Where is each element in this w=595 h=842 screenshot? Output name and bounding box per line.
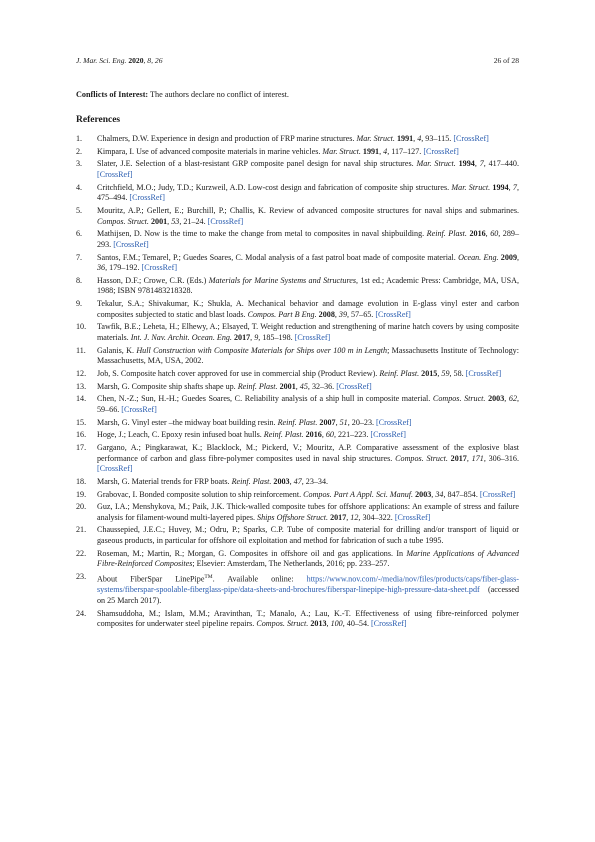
reference-item (76, 183, 519, 204)
crossref-link[interactable]: [CrossRef] (371, 619, 407, 629)
reference-text: Job, S. Composite hatch cover approved for use in commercial ship (Product Review). (97, 368, 380, 378)
url-link[interactable]: https://www.nov.com/-/media/nov/files/products/caps/fiber-glass-systems/fiberspar-spoolable-fiberglass-pipe/data-sheets-and-brochures/fiberspar-linepipe-high-pressure-data-sheet.pdf (97, 574, 519, 595)
reference-item (76, 418, 519, 429)
reference-text: , 289–293. (97, 229, 519, 249)
reference-text: , 93–115. (421, 134, 454, 143)
crossref-link[interactable]: [CrossRef] (97, 464, 133, 474)
reference-item (76, 322, 519, 343)
reference-item (76, 382, 519, 393)
reference-text: , 417–440. (483, 159, 519, 169)
crossref-link[interactable]: [CrossRef] (465, 368, 502, 378)
reference-text: , 1st ed.; Academic Press: Cambridge, MA, USA, 1988; ISBN 9781483218328. (97, 275, 519, 296)
reference-text: 2007 (319, 417, 336, 427)
reference-text: 9 (254, 332, 259, 342)
crossref-link[interactable]: [CrossRef] (97, 169, 133, 179)
reference-text: ; Elsevier: Amsterdam, The Netherlands, 2016; pp. 233–257. (192, 559, 390, 569)
reference-text: , (289, 476, 294, 486)
reference-text: Kimpara, I. Use of advanced composite materials in marine vehicles. (97, 146, 323, 156)
reference-text: Roseman, M.; Martin, R.; Morgan, G. Composites in offshore oil and gas applications. In (97, 548, 407, 558)
reference-text: 34 (435, 489, 444, 499)
reference-text: Chalmers, D.W. Experience in design and production of FRP marine structures. (97, 134, 357, 143)
reference-text: Marine Applications of Advanced Fibre-Reinforced Composites (97, 548, 519, 569)
reference-text: , 59–66. (97, 394, 520, 414)
crossref-link[interactable]: [CrossRef] (423, 146, 459, 156)
reference-text: 2008 (318, 309, 335, 319)
reference-text: Tekalur, S.A.; Shivakumar, K.; Shukla, A. Mechanical behavior and damage evolution in E-glass vinyl ester and carbon composites subjected to static and blast loads. (97, 299, 519, 319)
reference-text: 4 (383, 146, 388, 156)
running-header (76, 56, 519, 68)
reference-item (76, 572, 519, 606)
crossref-link[interactable]: [CrossRef] (113, 239, 149, 249)
reference-text: Reinf. Plast. (231, 476, 272, 486)
coi-text: The authors declare no conflict of interest. (148, 90, 289, 99)
reference-text: 2017 (330, 512, 347, 522)
reference-text: 2015 (421, 368, 438, 378)
reference-text: 2013 (310, 619, 327, 629)
reference-text: Mar. Struct. (416, 159, 456, 169)
reference-text: Marsh, G. Vinyl ester –the midway boat building resin. (97, 417, 278, 427)
reference-text: Compos. Struct. (97, 216, 149, 226)
reference-text: Grabovac, I. Bonded composite solution to ship reinforcement. (97, 489, 304, 499)
reference-text: 59 (441, 368, 450, 378)
reference-item (76, 394, 519, 415)
reference-text: ; Massachusetts Institute of Technology: Massachusetts, MA, USA, 2002. (97, 345, 519, 366)
journal-citation (76, 56, 162, 65)
crossref-link[interactable]: [CrossRef] (141, 263, 178, 273)
reference-text: Chen, N.-Z.; Sun, H.-H.; Guedes Soares, C. Reliability analysis of a ship hull in composite material. (97, 394, 433, 404)
reference-text: About FiberSpar LinePipe (97, 574, 205, 584)
crossref-link[interactable]: [CrossRef] (375, 309, 411, 319)
reference-text: , 23–34. (301, 476, 329, 486)
reference-text: , 847–854. (443, 489, 480, 499)
reference-text: Mar. Struct. (322, 146, 361, 156)
reference-text: 1994 (458, 159, 475, 169)
reference-item (76, 609, 519, 630)
reference-text: Compos. Struct. (432, 394, 486, 404)
reference-number: 1. (76, 134, 83, 143)
reference-text: , 21–24. (179, 216, 208, 226)
reference-text: Hasson, D.F.; Crowe, C.R. (Eds.) (97, 275, 209, 285)
crossref-link[interactable]: [CrossRef] (376, 417, 412, 427)
reference-text: , 117–127. (387, 146, 424, 156)
reference-text: Slater, J.E. Selection of a blast-resistant GRP composite panel design for naval ship structures. (97, 159, 417, 169)
reference-item (76, 346, 519, 367)
reference-text: Chaussepied, J.E.C.; Huvey, M.; Odru, P.; Sparks, C.P. Tube of composite material for drilling and/or transport of liquid or gaseous products, in particular for offshore oil exploitation and method for fabrication of such a tube 1995. (97, 525, 519, 546)
page-number: 26 of 28 (493, 56, 519, 65)
reference-text: . Available online: (212, 574, 307, 584)
reference-item (76, 477, 519, 488)
reference-text: 47 (293, 476, 302, 486)
reference-text: Reinf. Plast. (277, 417, 318, 427)
reference-text: Ocean. Eng. (458, 252, 499, 262)
reference-number: 8. (76, 275, 83, 285)
reference-item (76, 430, 519, 441)
reference-text: Critchfield, M.O.; Judy, T.D.; Kurzweil, A.D. Low-cost design and fabrication of composite ship structures. (97, 182, 452, 192)
reference-text: , 185–198. (258, 332, 295, 342)
reference-text: 2003 (273, 476, 290, 486)
reference-text: , (295, 381, 300, 391)
reference-number: 10. (76, 322, 87, 332)
reference-text: , 475–494. (97, 182, 519, 203)
reference-number: 17. (76, 442, 87, 452)
reference-text: 2003 (488, 394, 505, 404)
reference-text: , (474, 159, 480, 169)
conflicts-of-interest (76, 90, 519, 99)
reference-text: , (485, 229, 491, 239)
reference-text: Mar. Struct. (451, 182, 491, 192)
reference-text: , (516, 252, 520, 262)
reference-number: 21. (76, 525, 87, 535)
reference-text: , (326, 619, 331, 629)
reference-text: Shamsuddoha, M.; Islam, M.M.; Aravinthan, T.; Manalo, A.; Lau, K.-T. Effectiveness of using fibre-reinforced polymer composites for underwater steel pipeline repairs. (97, 608, 519, 629)
crossref-link[interactable]: [CrossRef] (370, 430, 406, 440)
reference-text: , 57–65. (347, 309, 376, 319)
reference-item (76, 443, 519, 475)
crossref-link[interactable]: [CrossRef] (453, 134, 489, 143)
reference-text: Compos. Part A Appl. Sci. Manuf. (303, 489, 414, 499)
reference-number: 9. (76, 299, 83, 309)
reference-number: 5. (76, 205, 83, 215)
reference-text: Guz, I.A.; Menshykova, M.; Paik, J.K. Thick-walled composite tubes for offshore applications: An example of stress and failure analysis for filament-wound multi-layered pipes. (97, 502, 519, 522)
reference-number: 4. (76, 182, 83, 192)
reference-text: 62 (508, 394, 517, 404)
reference-number: 7. (76, 252, 83, 262)
reference-text: , 221–223. (333, 430, 371, 440)
reference-text: 2016 (305, 430, 322, 440)
reference-text: (accessed on 25 March 2017). (97, 585, 519, 605)
reference-text: 2003 (415, 489, 432, 499)
reference-number: 13. (76, 381, 87, 391)
reference-text: Compos. Part B Eng. (247, 309, 317, 319)
reference-number: 12. (76, 368, 87, 378)
reference-text: Marsh, G. Composite ship shafts shape up. (97, 381, 238, 391)
reference-text: 2001 (150, 216, 168, 226)
reference-text: Reinf. Plast. (379, 368, 420, 378)
reference-text: 1991 (396, 134, 414, 143)
reference-item (76, 159, 519, 180)
reference-number: 23. (76, 572, 87, 582)
reference-item (76, 229, 519, 250)
reference-text: TM (204, 574, 213, 581)
crossref-link[interactable]: [CrossRef] (336, 381, 372, 391)
reference-text: Tawfik, B.E.; Leheta, H.; Elhewy, A.; Elsayed, T. Weight reduction and strengthening of marine hatch covers by using composite materials. (97, 322, 519, 342)
reference-text: 171 (471, 453, 484, 463)
coi-label: Conflicts of Interest: (76, 90, 149, 99)
reference-text: , (431, 489, 436, 499)
reference-text: Materials for Marine Systems and Structures (208, 275, 357, 285)
reference-text: 4 (417, 134, 422, 143)
reference-text: 45 (299, 381, 308, 391)
reference-text: Ships Offshore Struct. (257, 512, 329, 522)
reference-text: 2017 (233, 332, 251, 342)
reference-text: 2001 (279, 381, 296, 391)
reference-text: 1991 (362, 146, 380, 156)
reference-text: Int. J. Nav. Archit. Ocean. Eng. (130, 332, 232, 342)
reference-number: 20. (76, 502, 87, 512)
reference-text: Compos. Struct. (395, 453, 448, 463)
crossref-link[interactable]: [CrossRef] (394, 512, 431, 522)
reference-text: 51 (339, 417, 348, 427)
reference-text: 60 (490, 229, 499, 239)
reference-text: , (508, 182, 513, 192)
reference-item (76, 369, 519, 380)
reference-item (76, 549, 519, 570)
reference-item (76, 134, 519, 145)
reference-text: 36 (97, 263, 106, 273)
reference-text: , 58. (449, 368, 466, 378)
references-list (76, 134, 519, 632)
crossref-link[interactable]: [CrossRef] (121, 404, 157, 414)
reference-text: , (413, 134, 418, 143)
reference-text: Galanis, K. (97, 345, 137, 355)
reference-item (76, 490, 519, 501)
reference-item (76, 253, 519, 274)
reference-text: , (334, 309, 339, 319)
reference-text: , (437, 368, 442, 378)
reference-text: 7 (479, 159, 484, 169)
reference-text: Hoge, J.; Leach, C. Epoxy resin infused boat hulls. (97, 430, 264, 440)
reference-text: , (321, 430, 326, 440)
reference-number: 2. (76, 146, 83, 156)
reference-text: , 306–316. (483, 453, 519, 463)
reference-text: 2009 (500, 252, 517, 262)
crossref-link[interactable]: [CrossRef] (479, 489, 516, 499)
reference-text: Mouritz, A.P.; Gellert, E.; Burchill, P.; Challis, K. Review of advanced composite structures for naval ships and submarines. (97, 205, 519, 215)
references-heading: References (76, 115, 121, 125)
reference-number: 3. (76, 159, 83, 169)
reference-text: 1994 (492, 182, 509, 192)
reference-text: Mar. Struct. (356, 134, 395, 143)
reference-item (76, 525, 519, 546)
reference-text: 39 (338, 309, 347, 319)
reference-text: Santos, F.M.; Temarel, P.; Guedes Soares, C. Modal analysis of a fast patrol boat made of composite material. (97, 252, 459, 262)
reference-text: Gargano, A.; Pingkarawat, K.; Blacklock, M.; Pickerd, V.; Mouritz, A.P. Comparative assessment of the explosive blast performance of carbon and glass fibre-polymer composites used in naval ship structures. (97, 442, 519, 463)
reference-text: 100 (330, 619, 343, 629)
reference-text: , 20–23. (347, 417, 377, 427)
reference-text: , 179–192. (105, 263, 142, 273)
journal-year: 2020 (128, 56, 144, 65)
reference-number: 6. (76, 229, 83, 239)
crossref-link[interactable]: [CrossRef] (129, 193, 165, 203)
reference-text: 60 (325, 430, 334, 440)
reference-text: 53 (171, 216, 180, 226)
reference-text: 2017 (450, 453, 467, 463)
reference-text: 12 (350, 512, 359, 522)
reference-number: 11. (76, 345, 86, 355)
crossref-link[interactable]: [CrossRef] (207, 216, 244, 226)
reference-item (76, 276, 519, 297)
reference-item (76, 299, 519, 320)
reference-text: , (335, 417, 340, 427)
reference-text: , 40–54. (342, 619, 372, 629)
crossref-link[interactable]: [CrossRef] (294, 332, 331, 342)
reference-text: Mathijsen, D. Now is the time to make the change from metal to composites in naval shipbuilding. (97, 229, 427, 239)
reference-number: 15. (76, 417, 87, 427)
reference-text: , (504, 394, 509, 404)
reference-text: Hull Construction with Composite Materials for Ships over 100 m in Length (136, 345, 388, 355)
reference-number: 24. (76, 608, 87, 618)
reference-text: Reinf. Plast. (426, 229, 467, 239)
reference-number: 14. (76, 394, 87, 404)
reference-text: Marsh, G. Material trends for FRP boats. (97, 476, 232, 486)
reference-text: , (466, 453, 472, 463)
reference-text: , 32–36. (307, 381, 337, 391)
reference-number: 18. (76, 476, 87, 486)
reference-text: 2016 (469, 229, 486, 239)
reference-text: Reinf. Plast. (237, 381, 278, 391)
reference-text: , (346, 512, 351, 522)
reference-number: 16. (76, 430, 87, 440)
reference-item (76, 147, 519, 158)
reference-item (76, 206, 519, 227)
journal-abbrev: J. Mar. Sci. Eng. (76, 56, 127, 65)
journal-volume-issue: , 8, 26 (143, 56, 163, 65)
reference-text: 7 (512, 182, 517, 192)
reference-text: Reinf. Plast. (263, 430, 304, 440)
reference-text: , (167, 216, 172, 226)
reference-number: 19. (76, 489, 87, 499)
reference-text: , (250, 332, 255, 342)
reference-text: , 304–322. (358, 512, 395, 522)
reference-number: 22. (76, 548, 87, 558)
reference-text: Compos. Struct. (256, 619, 309, 629)
reference-item (76, 502, 519, 523)
reference-text: , (379, 146, 384, 156)
